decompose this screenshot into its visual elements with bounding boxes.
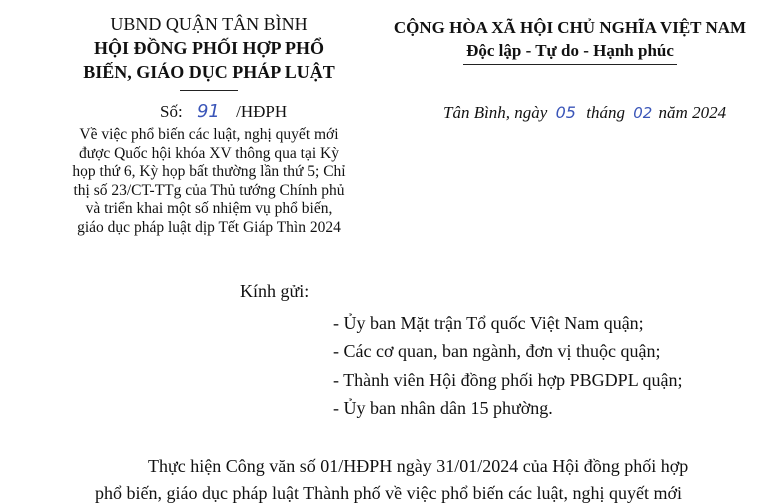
body-paragraph-line: phổ biến, giáo dục pháp luật Thành phố về việc phổ biến các luật, nghị quyết mới	[95, 483, 683, 503]
date-prefix: Tân Bình, ngày	[443, 103, 548, 122]
recipients-greeting: Kính gửi:	[240, 281, 310, 301]
org-name-line1: HỘI ĐỒNG PHỐI HỢP PHỔ	[93, 38, 324, 58]
org-name-line2: BIẾN, GIÁO DỤC PHÁP LUẬT	[83, 62, 335, 82]
date-day-handwritten: 05	[555, 103, 576, 122]
date-month-handwritten: 02	[633, 104, 653, 122]
motto-underline	[463, 64, 677, 65]
subject-line: và triển khai một số nhiệm vụ phổ biến,	[85, 200, 333, 218]
recipient-item: - Ủy ban Mặt trận Tổ quốc Việt Nam quận;	[333, 313, 644, 333]
doc-number-handwritten: 91	[196, 101, 220, 122]
subject-line: thị số 23/CT-TTg của Thủ tướng Chính phủ	[73, 181, 345, 199]
recipient-item: - Ủy ban nhân dân 15 phường.	[333, 398, 553, 418]
doc-number-label: Số:	[160, 102, 183, 121]
doc-number-line	[160, 101, 287, 122]
recipient-item: - Các cơ quan, ban ngành, đơn vị thuộc quận;	[333, 341, 661, 361]
national-title: CỘNG HÒA XÃ HỘI CHỦ NGHĨA VIỆT NAM	[393, 18, 747, 37]
org-underline	[180, 90, 238, 91]
national-motto: Độc lập - Tự do - Hạnh phúc	[466, 41, 674, 60]
subject-line: được Quốc hội khóa XV thông qua tại Kỳ	[79, 144, 339, 162]
body-paragraph-line: Thực hiện Công văn số 01/HĐPH ngày 31/01/2024 của Hội đồng phối hợp	[148, 456, 689, 476]
subject-line: họp thứ 6, Kỳ họp bất thường lần thứ 5; Chỉ	[72, 163, 346, 181]
date-line	[443, 103, 726, 123]
doc-number-suffix: /HĐPH	[236, 102, 288, 121]
date-month-label: tháng	[586, 103, 625, 122]
subject-block	[40, 126, 378, 238]
subject-line: Về việc phổ biến các luật, nghị quyết mới	[79, 126, 339, 143]
org-parent-name: UBND QUẬN TÂN BÌNH	[110, 14, 308, 34]
recipient-item: - Thành viên Hội đồng phối hợp PBGDPL quận;	[333, 370, 683, 390]
date-year: năm 2024	[658, 103, 727, 122]
subject-line: giáo dục pháp luật dịp Tết Giáp Thìn 2024	[77, 218, 341, 236]
